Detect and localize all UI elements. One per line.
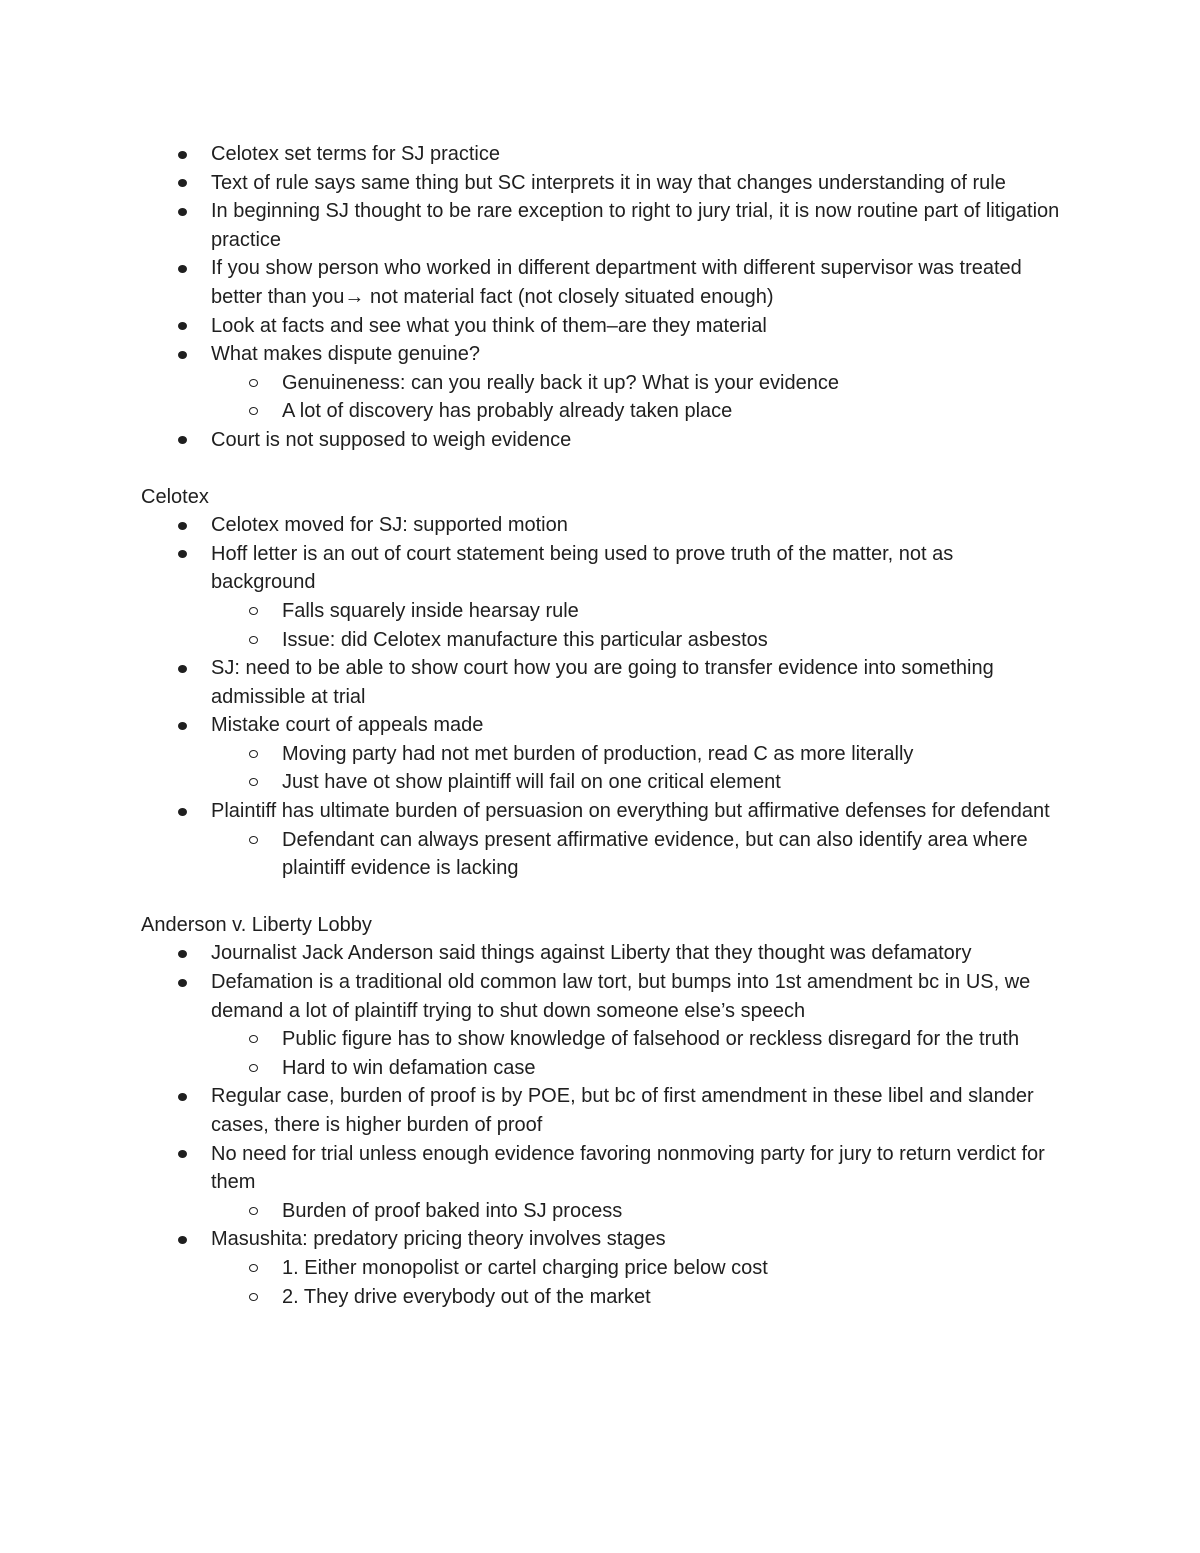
bullet-text: Defamation is a traditional old common law tort, but bumps into 1st amendment bc in US, we demand a lot of plaintiff trying to shut down someone else’s speech [211,971,1031,1022]
sub-bullet-item [0,768,1200,797]
notes-section [0,911,1200,1311]
bullet-item [0,1140,1200,1197]
bullet-text: Mistake court of appeals made [211,714,484,737]
notes-section [0,483,1200,883]
bullet-item [0,711,1200,740]
sub-bullet-list [0,826,1200,883]
bullet-item [0,340,1200,369]
bullet-item [0,312,1200,341]
sub-bullet-item [0,826,1200,883]
sub-bullet-text: Falls squarely inside hearsay rule [282,599,579,622]
bullet-list [0,939,1200,1311]
sub-bullet-text: Genuineness: can you really back it up? What is your evidence [282,371,839,394]
bullet-item [0,511,1200,540]
sub-bullet-list [0,740,1200,797]
document-page [0,140,1200,1311]
bullet-item [0,169,1200,198]
bullet-item [0,939,1200,968]
bullet-text: Celotex set terms for SJ practice [211,143,500,165]
bullet-text: What makes dispute genuine? [211,343,481,366]
sub-bullet-list [0,1025,1200,1082]
bullet-item [0,654,1200,711]
sub-bullet-text: Just have ot show plaintiff will fail on one critical element [282,771,781,794]
bullet-item [0,797,1200,826]
bullet-text: Journalist Jack Anderson said things against Liberty that they thought was defamatory [211,942,972,965]
bullet-text: Plaintiff has ultimate burden of persuasion on everything but affirmative defenses for defendant [211,800,1050,823]
bullet-item [0,540,1200,597]
notes-section [0,140,1200,455]
sub-bullet-item [0,1197,1200,1226]
sub-bullet-list [0,369,1200,426]
bullet-list [0,140,1200,455]
bullet-text: If you show person who worked in different department with different supervisor was treated better than you→ not material fact (not closely situated enough) [211,257,1022,308]
sub-bullet-list [0,1197,1200,1226]
sub-bullet-text: 1. Either monopolist or cartel charging price below cost [282,1256,768,1279]
sub-bullet-text: Burden of proof baked into SJ process [282,1199,623,1222]
bullet-text: Regular case, burden of proof is by POE, but bc of first amendment in these libel and slander cases, there is higher burden of proof [211,1085,1034,1136]
bullet-text: SJ: need to be able to show court how you are going to transfer evidence into something admissible at trial [211,657,994,708]
sub-bullet-item [0,740,1200,769]
sub-bullet-text: 2. They drive everybody out of the market [282,1285,651,1308]
bullet-text: Celotex moved for SJ: supported motion [211,514,568,537]
sub-bullet-text: A lot of discovery has probably already taken place [282,400,733,423]
bullet-item [0,1225,1200,1254]
bullet-text: Masushita: predatory pricing theory involves stages [211,1228,666,1251]
section-heading: Anderson v. Liberty Lobby [141,913,372,936]
bullet-text: Hoff letter is an out of court statement being used to prove truth of the matter, not as background [211,542,954,594]
bullet-item [0,426,1200,455]
bullet-text: Court is not supposed to weigh evidence [211,428,572,451]
section-heading: Celotex [141,485,209,508]
sub-bullet-text: Hard to win defamation case [282,1056,536,1079]
bullet-item [0,1082,1200,1139]
bullet-text: In beginning SJ thought to be rare exception to right to jury trial, it is now routine part of litigation practice [211,200,1060,251]
bullet-text: Look at facts and see what you think of them–are they material [211,314,767,337]
sub-bullet-text: Public figure has to show knowledge of falsehood or reckless disregard for the truth [282,1028,1020,1051]
sub-bullet-item [0,1054,1200,1083]
bullet-item [0,197,1200,254]
bullet-text: No need for trial unless enough evidence favoring nonmoving party for jury to return verdict for them [211,1142,1045,1194]
sub-bullet-text: Defendant can always present affirmative evidence, but can also identify area where plaintiff evidence is lacking [282,828,1028,880]
sub-bullet-list [0,597,1200,654]
sub-bullet-item [0,397,1200,426]
sub-bullet-item [0,1254,1200,1283]
sub-bullet-item [0,369,1200,398]
bullet-list [0,511,1200,883]
sub-bullet-text: Issue: did Celotex manufacture this particular asbestos [282,628,768,651]
bullet-item [0,968,1200,1025]
sub-bullet-list [0,1254,1200,1311]
sub-bullet-item [0,1283,1200,1312]
bullet-item [0,254,1200,311]
bullet-text: Text of rule says same thing but SC interprets it in way that changes understanding of rule [211,171,1006,194]
sub-bullet-item [0,626,1200,655]
bullet-item [0,140,1200,169]
sub-bullet-text: Moving party had not met burden of production, read C as more literally [282,742,914,765]
sub-bullet-item [0,1025,1200,1054]
sub-bullet-item [0,597,1200,626]
